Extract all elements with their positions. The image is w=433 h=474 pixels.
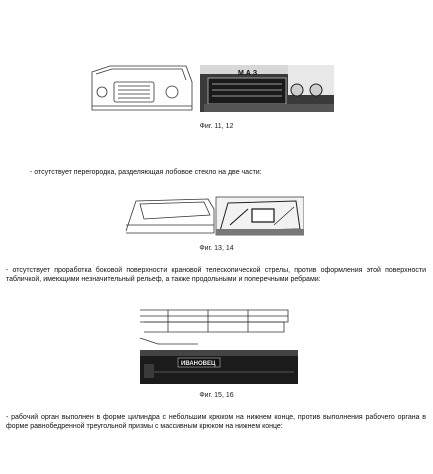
- fig-13-line-drawing: [126, 199, 214, 233]
- caption-fig-15-16: Фиг. 15, 16: [199, 392, 234, 399]
- ivanovets-badge: ИВАНОВЕЦ: [181, 361, 216, 367]
- fig-11-line-drawing: [92, 66, 192, 110]
- figure-11-12: [88, 62, 334, 112]
- fig-12-photo: [200, 65, 334, 112]
- caption-fig-13-14: Фиг. 13, 14: [199, 245, 234, 252]
- crane-boom-drawings: [138, 300, 298, 384]
- paragraph-working-body: - рабочий орган выполнен в форме цилиндра с небольшим крюком на нижнем конце, против выполнения рабочего органа в форме равнобедренной треугольной призмы с массивным крюком на нижнем конце:: [6, 414, 426, 430]
- fig-14-photo: [216, 197, 304, 235]
- caption-fig-11-12: Фиг. 11, 12: [199, 123, 234, 130]
- paragraph-boom-surface: - отсутствует проработка боковой поверхности крановой телескопической стрелы, против оформления этой поверхности табличкой, имеющими незначительный рельеф, а также продольными и поперечными ребрами:: [6, 267, 426, 283]
- paragraph-partition: - отсутствует перегородка, разделяющая лобовое стекло на две части:: [30, 169, 262, 176]
- cab-windshield-drawings: [124, 195, 304, 237]
- figure-15-16: [138, 300, 298, 384]
- maz-badge: М А З: [238, 70, 258, 77]
- truck-cab-front-drawings: [88, 62, 334, 112]
- figure-13-14: [124, 195, 304, 237]
- fig-15-line-drawing: [140, 310, 288, 344]
- fig-16-photo: [140, 350, 298, 384]
